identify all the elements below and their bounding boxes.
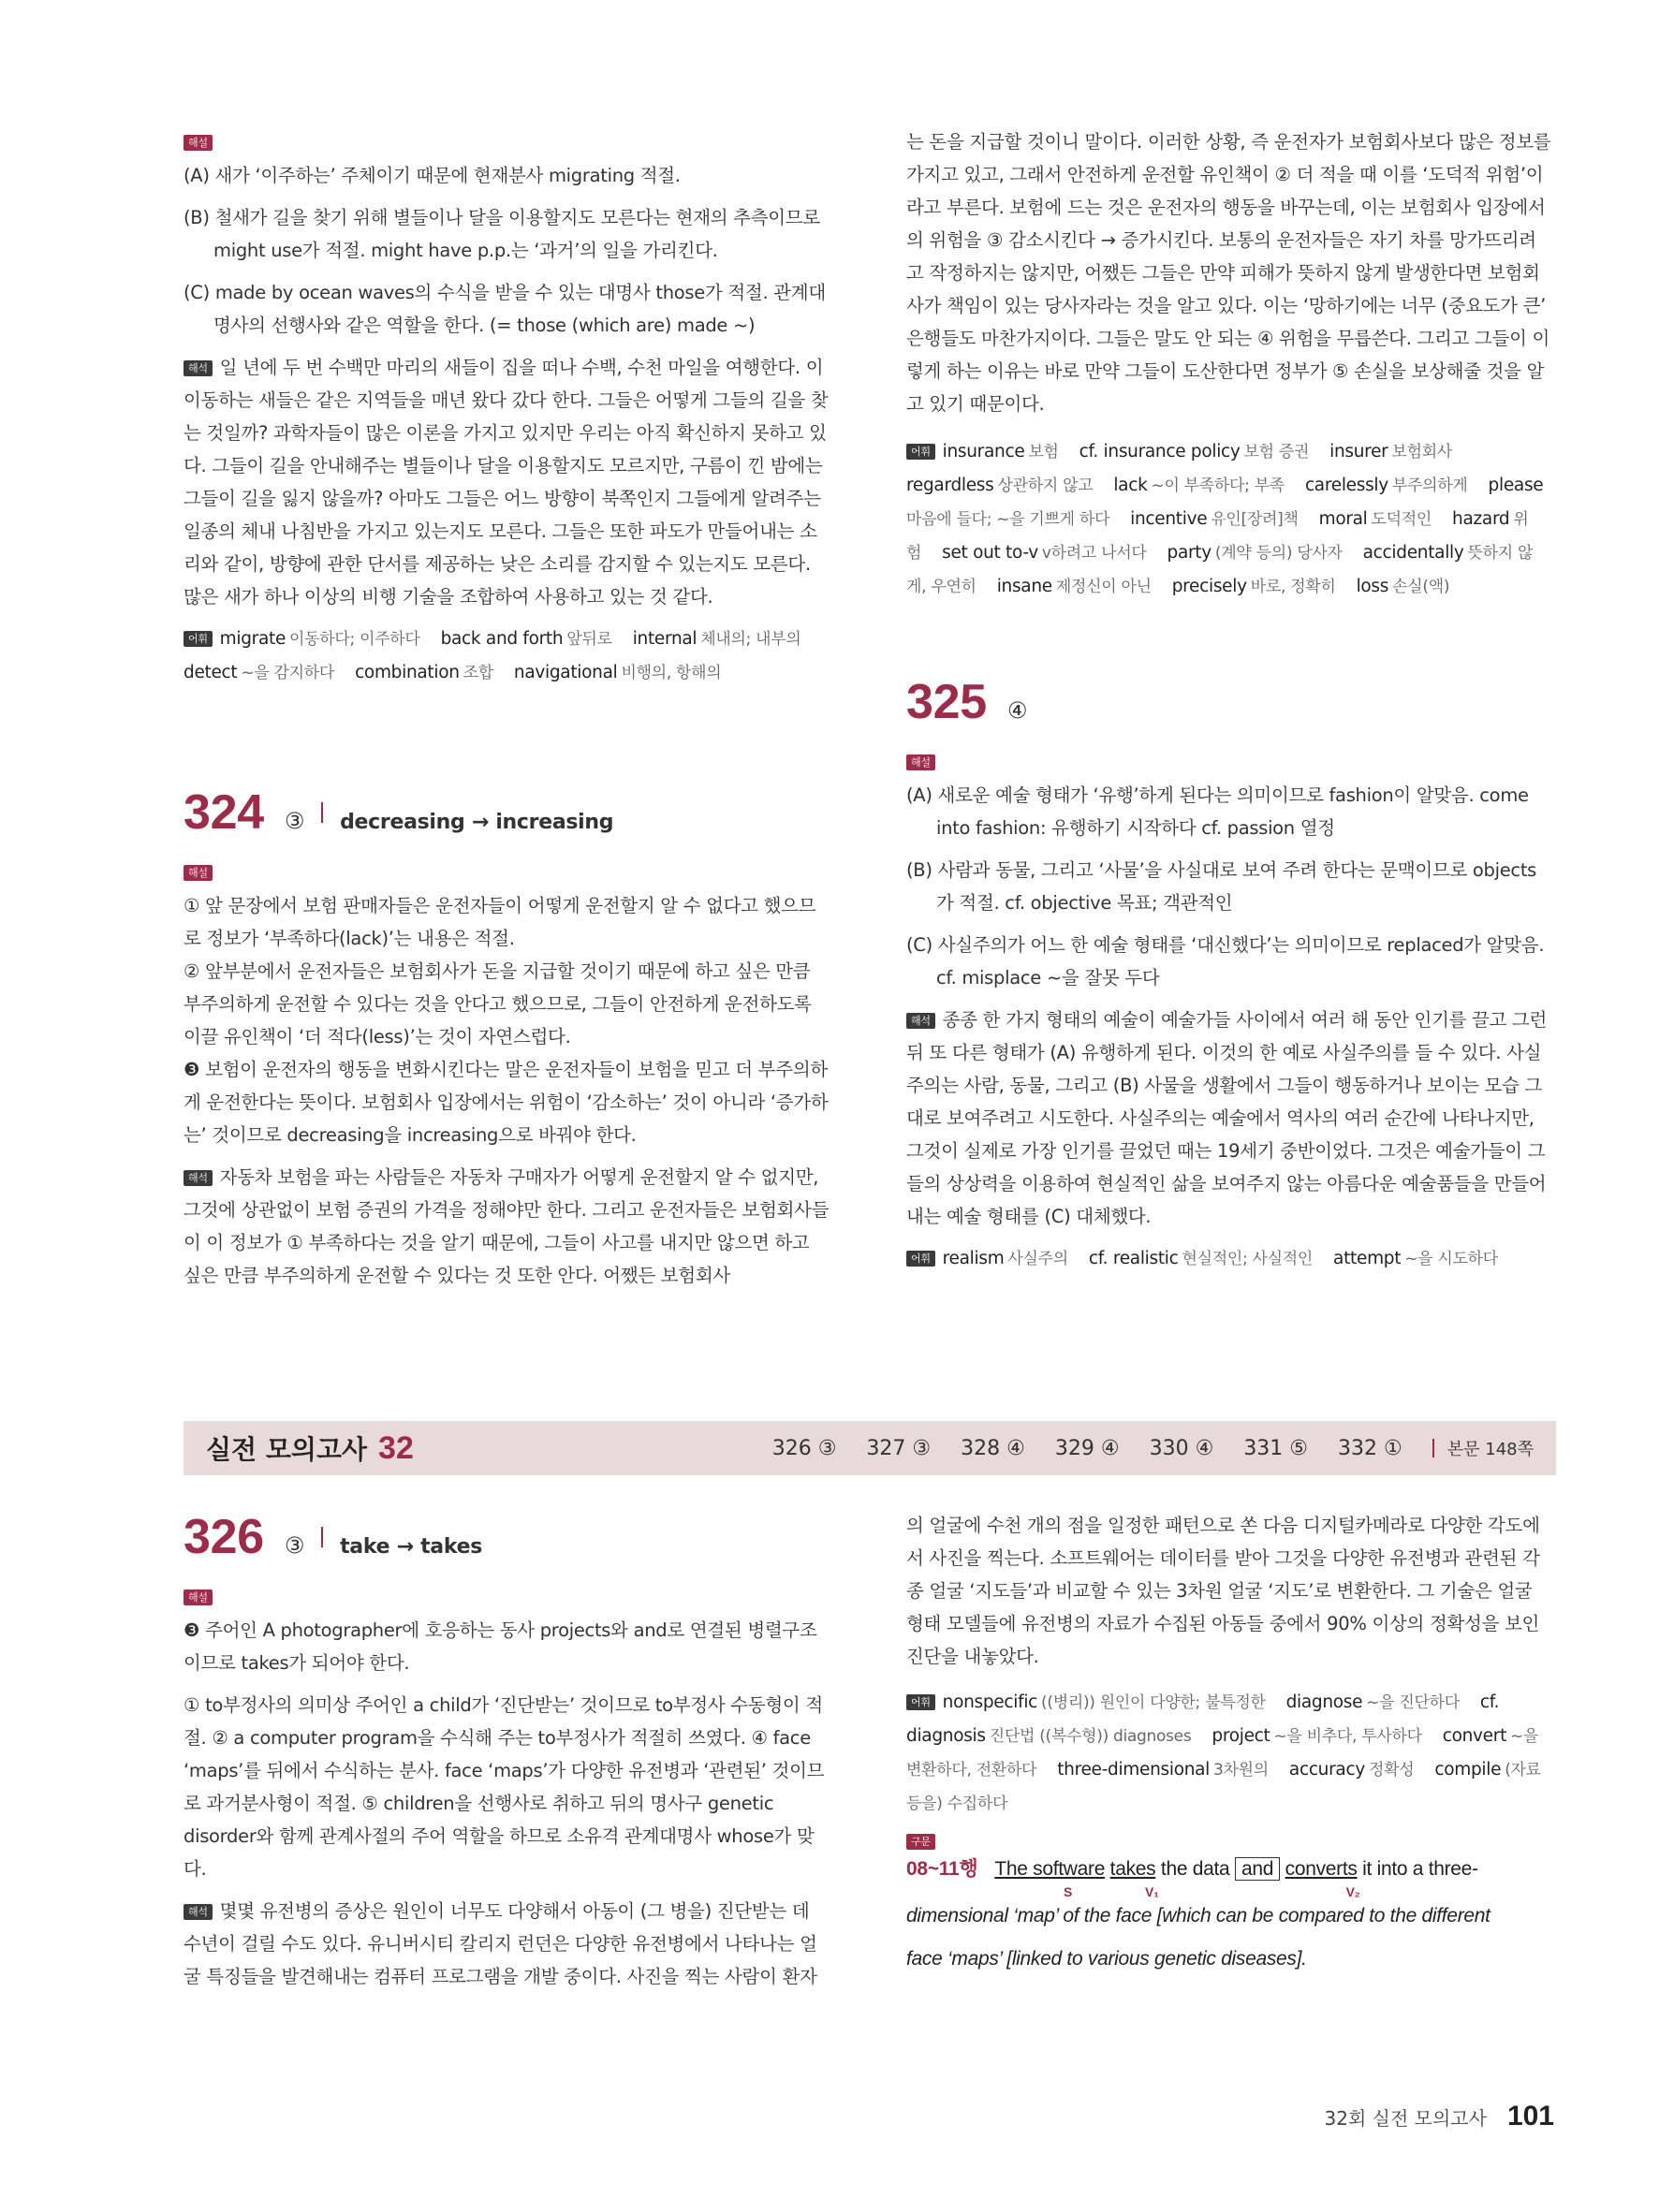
left-column-top: [184, 131, 830, 699]
explanation-item: (B) 사람과 동물, 그리고 ‘사물’을 사실대로 보여 주려 한다는 문맥이므로 objects가 적절. cf. objective 목표; 객관적인: [906, 859, 1537, 914]
question-heading: [906, 674, 1552, 730]
explanation-tag: 해설: [184, 1589, 213, 1605]
banner-test-number: 32: [378, 1429, 414, 1466]
label-subject: S: [1064, 1884, 1073, 1899]
banner-title: 실전 모의고사: [206, 1434, 368, 1465]
translation-tag: 해석: [184, 1904, 213, 1920]
page-number: 101: [1506, 2101, 1554, 2131]
label-verb-2: V₂: [1345, 1884, 1360, 1899]
vocab-meaning: 부주의하게: [1391, 476, 1468, 495]
structure-labels: [906, 1881, 1552, 1899]
question-answer: ③: [284, 808, 305, 834]
structure-line-2: dimensional ‘map’ of the face [which can be compared to the different: [906, 1905, 1490, 1926]
vocab-meaning: ~이 부족하다; 부족: [1151, 476, 1285, 495]
heading-divider: [321, 1527, 323, 1547]
vocab-word: cf. realistic: [1088, 1249, 1179, 1268]
answer-key: [772, 1437, 1432, 1460]
vocab-meaning: 앞뒤로: [566, 630, 612, 649]
vocab-meaning: 이동하다; 이주하다: [289, 630, 420, 649]
question-answer: ④: [1006, 697, 1028, 724]
translation-continued: 의 얼굴에 수천 개의 점을 일정한 패턴으로 쏜 다음 디지털카메라로 다양한 각도에서 사진을 찍는다. 소프트웨어는 데이터를 받아 그것을 다양한 유전병과 관련된 각종 얼굴 ‘지도들’과 비교할 수 있는 3차원 얼굴 ‘지도’로 변환한다. 그 기술은 얼굴 형태 모델들에 유전병의 자료가 수집된 아동들 중에서 90% 이상의 정확성을 보인 진단을 내놓았다.: [906, 1515, 1540, 1667]
translation-paragraph: [184, 1161, 830, 1292]
explanation-item: (C) 사실주의가 어느 한 예술 형태를 ‘대신했다’는 의미이므로 replaced가 알맞음. cf. misplace ~을 잘못 두다: [906, 934, 1545, 989]
vocab-meaning: 보험 증권: [1243, 443, 1310, 461]
vocab-meaning: 상관하지 않고: [997, 476, 1094, 495]
vocab-word: realism: [942, 1249, 1005, 1268]
vocab-word: diagnose: [1285, 1692, 1363, 1712]
page-footer: [1325, 2101, 1554, 2132]
reference-divider: [1432, 1439, 1434, 1458]
structure-verb-1: takes: [1109, 1858, 1156, 1880]
vocab-word: insurer: [1329, 442, 1388, 461]
right-column-top: [906, 125, 1552, 613]
vocab-meaning: (자료 등을) 수집하다: [906, 1761, 1541, 1813]
explanation-item: ② 앞부분에서 운전자들은 보험회사가 돈을 지급할 것이기 때문에 하고 싶은 만큼 부주의하게 운전할 수 있다는 것을 안다고 했으므로, 그들이 안전하게 운전하도록 이끌 유인책이 ‘더 적다(less)’는 것이 자연스럽다.: [184, 960, 812, 1047]
vocab-meaning: ~을 비추다, 투사하다: [1273, 1727, 1422, 1746]
vocab-tag: 어휘: [906, 1694, 935, 1710]
vocab-meaning: 체내의; 내부의: [700, 630, 801, 649]
vocab-meaning: 위험: [906, 510, 1529, 563]
translation-paragraph: [184, 1895, 830, 1993]
vocab-word: set out to-v: [942, 543, 1038, 563]
vocab-meaning: 진단법 ((복수형)) diagnoses: [989, 1727, 1192, 1746]
answer-key-item: 326 ③: [771, 1436, 837, 1460]
vocab-word: accidentally: [1362, 543, 1464, 563]
vocab-word: accuracy: [1288, 1760, 1365, 1780]
vocab-word: party: [1167, 543, 1211, 563]
question-number: 325: [906, 675, 987, 729]
question-number: 324: [184, 785, 264, 840]
explanation-tag: 해설: [906, 754, 935, 770]
vocab-word: moral: [1318, 509, 1368, 529]
page-reference: [1432, 1436, 1534, 1460]
label-verb-1: V₁: [1145, 1884, 1159, 1899]
footer-title: 32회 실전 모의고사: [1324, 2107, 1487, 2130]
explanation-tag: 해설: [184, 865, 213, 881]
vocab-meaning: ~을 시도하다: [1404, 1250, 1498, 1268]
vocab-tag: 어휘: [184, 631, 213, 647]
answer-key-item: 332 ①: [1338, 1436, 1402, 1460]
explanation-item: (A) 새로운 예술 형태가 ‘유행’하게 된다는 의미이므로 fashion이 알맞음. come into fashion: 유행하기 시작하다 cf. passion 열정: [906, 784, 1529, 839]
vocab-tag: 어휘: [906, 1251, 935, 1267]
vocab-meaning: 사실주의: [1007, 1250, 1068, 1268]
vocab-word: migrate: [219, 629, 286, 649]
test-banner: [184, 1421, 1556, 1475]
line-reference: 08~11행: [906, 1858, 978, 1880]
explanation-tag: 해설: [184, 135, 213, 151]
vocab-tag: 어휘: [906, 444, 935, 460]
question-heading: [184, 1509, 830, 1565]
vocab-meaning: ((병리)) 원인이 다양한; 불특정한: [1041, 1693, 1266, 1712]
vocab-meaning: 3차원의: [1213, 1761, 1269, 1780]
structure-subject: The software: [994, 1858, 1106, 1880]
explanation-item: (C) made by ocean waves의 수식을 받을 수 있는 대명사 those가 적절. 관계대명사의 선행사와 같은 역할을 한다. (= those (which are) made ~): [184, 282, 826, 336]
vocab-word: internal: [632, 629, 698, 649]
vocab-word: hazard: [1452, 509, 1510, 529]
structure-tag: 구문: [906, 1834, 935, 1850]
vocab-word: detect: [184, 663, 238, 682]
vocab-word: insane: [996, 577, 1052, 596]
vocab-word: lack: [1113, 476, 1148, 495]
grammar-structure: [906, 1858, 1552, 1970]
vocab-word: loss: [1356, 577, 1389, 596]
structure-line-1: [906, 1858, 1552, 1881]
answer-key-item: 329 ④: [1054, 1436, 1120, 1460]
question-correction: decreasing → increasing: [340, 811, 614, 834]
explanation-item: ❸ 보험이 운전자의 행동을 변화시킨다는 말은 운전자들이 보험을 믿고 더 부주의하게 운전한다는 뜻이다. 보험회사 입장에서는 위험이 ‘감소하는’ 것이 아니라 ‘증가하는’ 것이므로 decreasing을 increasing으로 바꿔야 한다.: [184, 1059, 829, 1146]
structure-object: the data: [1160, 1858, 1230, 1880]
vocab-block: [184, 623, 830, 690]
translation-text: 일 년에 두 번 수백만 마리의 새들이 집을 떠나 수백, 수천 마일을 여행한다. 이 이동하는 새들은 같은 지역들을 매년 왔다 갔다 한다. 그들은 어떻게 그들의 길을 찾는 것일까? 과학자들이 많은 이론을 가지고 있지만 우리는 아직 확신하지 못하고 있다. 그들이 길을 안내해주는 별들이나 달을 이용할지도 모르지만, 구름이 낀 밤에는 그들이 길을 잃지 않을까? 아마도 그들은 어느 방향이 북쪽인지 그들에게 알려주는 일종의 체내 나침반을 가지고 있는지도 모른다. 그들은 또한 파도가 만들어내는 소리와 같이, 방향에 관한 단서를 제공하는 낮은 소리를 감지할 수 있는지도 모른다. 많은 새가 하나 이상의 비행 기술을 조합하여 사용하고 있는 것 같다.: [184, 357, 829, 608]
structure-text: it into a three-: [1362, 1858, 1478, 1880]
vocab-meaning: 뜻하지 않게, 우연히: [906, 544, 1534, 596]
right-column-bottom: [906, 1509, 1552, 1970]
vocab-meaning: (계약 등의) 당사자: [1214, 544, 1343, 563]
vocab-meaning: 조합: [463, 664, 493, 682]
explanation-item: (B) 철새가 길을 찾기 위해 별들이나 달을 이용할지도 모른다는 현재의 추측이므로 might use가 적절. might have p.p.는 ‘과거’의 일을 가리킨다.: [184, 207, 820, 261]
reference-text: 본문 148쪽: [1446, 1440, 1534, 1459]
vocab-word: nonspecific: [942, 1692, 1038, 1712]
vocab-word: incentive: [1130, 509, 1208, 529]
vocab-word: compile: [1434, 1760, 1502, 1780]
vocab-word: please: [1488, 476, 1544, 495]
vocab-meaning: 비행의, 항해의: [621, 664, 722, 682]
vocab-meaning: 정확성: [1368, 1761, 1415, 1780]
translation-text: 몇몇 유전병의 증상은 원인이 너무도 다양해서 아동이 (그 병을) 진단받는 데 수년이 걸릴 수도 있다. 유니버시티 칼리지 런던은 다양한 유전병에서 나타나는 얼굴 특징들을 발견해내는 컴퓨터 프로그램을 개발 중이다. 사진을 찍는 사람이 환자: [184, 1900, 817, 1987]
structure-conjunction: and: [1235, 1857, 1280, 1881]
vocab-word: combination: [355, 663, 460, 682]
translation-text: 종종 한 가지 형태의 예술이 예술가들 사이에서 여러 해 동안 인기를 끌고 그런 뒤 또 다른 형태가 (A) 유행하게 된다. 이것의 한 예로 사실주의를 들 수 있다. 사실주의는 사람, 동물, 그리고 (B) 사물을 생활에서 그들이 행동하거나 보이는 모습 그대로 보여주려고 시도한다. 사실주의는 예술에서 역사의 여러 순간에 나타나지만, 그것이 실제로 가장 인기를 끌었던 때는 19세기 중반이었다. 그것은 예술가들이 그들의 상상력을 이용하여 현실적인 삶을 보여주지 않는 아름다운 예술품들을 만들어내는 예술 형태를 (C) 대체했다.: [906, 1009, 1548, 1227]
vocab-meaning: 보험: [1028, 443, 1059, 461]
translation-tag: 해석: [184, 360, 213, 376]
vocab-word: cf. diagnosis: [906, 1692, 1500, 1746]
explanation-item: (A) 새가 ‘이주하는’ 주체이기 때문에 현재분사 migrating 적절.: [184, 165, 681, 186]
translation-continued: 는 돈을 지급할 것이니 말이다. 이러한 상황, 즉 운전자가 보험회사보다 많은 정보를 가지고 있고, 그래서 안전하게 운전할 유인책이 ② 더 적을 때 이를 ‘도덕적 위험’이라고 부른다. 보험에 드는 것은 운전자의 행동을 바꾸는데, 이는 보험회사 입장에서의 위험을 ③ 감소시킨다 → 증가시킨다. 보통의 운전자들은 자기 차를 망가뜨리려고 작정하지는 않지만, 어쨌든 그들은 만약 피해가 뜻하지 않게 발생한다면 보험회사가 책임이 있는 당사자라는 것을 알고 있다. 이는 ‘망하기에는 너무 (중요도가 큰’ 은행들도 마찬가지이다. 그들은 말도 안 되는 ④ 위험을 무릅쓴다. 그리고 그들이 이렇게 하는 이유는 바로 만약 그들이 도산한다면 정부가 ⑤ 손실을 보상해줄 것을 알고 있기 때문이다.: [906, 131, 1551, 415]
vocab-meaning: 현실적인; 사실적인: [1182, 1250, 1314, 1268]
translation-tag: 해석: [184, 1170, 213, 1186]
vocab-word: back and forth: [440, 629, 564, 649]
vocab-meaning: 바로, 정확히: [1250, 578, 1336, 596]
answer-key-item: 328 ④: [961, 1436, 1025, 1460]
explanation-item: ❸ 주어인 A photographer에 호응하는 동사 projects와 and로 연결된 병렬구조이므로 takes가 되어야 한다.: [184, 1619, 817, 1674]
translation-paragraph: [906, 1003, 1552, 1233]
question-answer: ③: [284, 1532, 305, 1559]
translation-tag: 해석: [906, 1013, 935, 1029]
vocab-word: convert: [1442, 1726, 1507, 1746]
vocab-word: navigational: [513, 663, 618, 682]
answer-key-item: 327 ③: [866, 1436, 932, 1460]
vocab-block: [906, 435, 1552, 604]
translation-text: 자동차 보험을 파는 사람들은 자동차 구매자가 어떻게 운전할지 알 수 없지만, 그것에 상관없이 보험 증권의 가격을 정해야만 한다. 그리고 운전자들은 보험회사들이 이 정보가 ① 부족하다는 것을 알기 때문에, 그들이 사고를 내지만 않으면 하고 싶은 만큼 부주의하게 운전할 수 있다는 것 또한 안다. 어쨌든 보험회사: [184, 1166, 830, 1286]
vocab-meaning: ~을 변환하다, 전환하다: [906, 1727, 1539, 1780]
question-325: [906, 674, 1552, 1285]
vocab-block: [906, 1242, 1552, 1276]
vocab-word: insurance: [942, 442, 1025, 461]
vocab-word: attempt: [1333, 1249, 1402, 1268]
question-number: 326: [184, 1510, 264, 1564]
vocab-word: regardless: [906, 476, 994, 495]
vocab-word: carelessly: [1304, 476, 1388, 495]
answer-key-item: 331 ⑤: [1243, 1436, 1309, 1460]
explanation-item: ① 앞 문장에서 보험 판매자들은 운전자들이 어떻게 운전할지 알 수 없다고 했으므로 정보가 ‘부족하다(lack)’는 내용은 적절.: [184, 895, 816, 949]
vocab-word: precisely: [1171, 577, 1247, 596]
vocab-meaning: 마음에 들다; ~을 기쁘게 하다: [906, 510, 1110, 529]
vocab-block: [906, 1686, 1552, 1821]
translation-paragraph: [184, 351, 830, 613]
explanation-item: ① to부정사의 의미상 주어인 a child가 ‘진단받는’ 것이므로 to부정사 수동형이 적절. ② a computer program을 수식해 주는 to부정사가 적절히 쓰였다. ④ face ‘maps’를 뒤에서 수식하는 분사. face ‘maps’가 다양한 유전병과 ‘관련된’ 것이므로 과거분사형이 적절. ⑤ children을 선행사로 취하고 뒤의 명사구 genetic disorder와 함께 관계사절의 주어 역할을 하므로 소유격 관계대명사 whose가 맞다.: [184, 1694, 825, 1880]
vocab-meaning: 보험회사: [1391, 443, 1452, 461]
question-correction: take → takes: [340, 1535, 482, 1559]
structure-line-3: face ‘maps’ [linked to various genetic diseases].: [906, 1948, 1307, 1970]
vocab-word: project: [1211, 1726, 1270, 1746]
vocab-meaning: 손실(액): [1392, 578, 1450, 596]
vocab-word: cf. insurance policy: [1079, 442, 1241, 461]
vocab-meaning: 제정신이 아닌: [1055, 578, 1152, 596]
structure-verb-2: converts: [1285, 1858, 1358, 1880]
heading-divider: [321, 802, 323, 823]
question-heading: [184, 784, 830, 841]
vocab-meaning: 유인[장려]책: [1211, 510, 1299, 529]
vocab-word: three-dimensional: [1057, 1760, 1211, 1780]
vocab-meaning: ~을 감지하다: [241, 664, 335, 682]
vocab-meaning: 도덕적인: [1371, 510, 1432, 529]
vocab-meaning: v하려고 나서다: [1041, 544, 1147, 563]
vocab-meaning: ~을 진단하다: [1366, 1693, 1460, 1712]
answer-key-item: 330 ④: [1149, 1436, 1214, 1460]
question-324: [184, 784, 830, 1301]
question-326: [184, 1509, 830, 2002]
